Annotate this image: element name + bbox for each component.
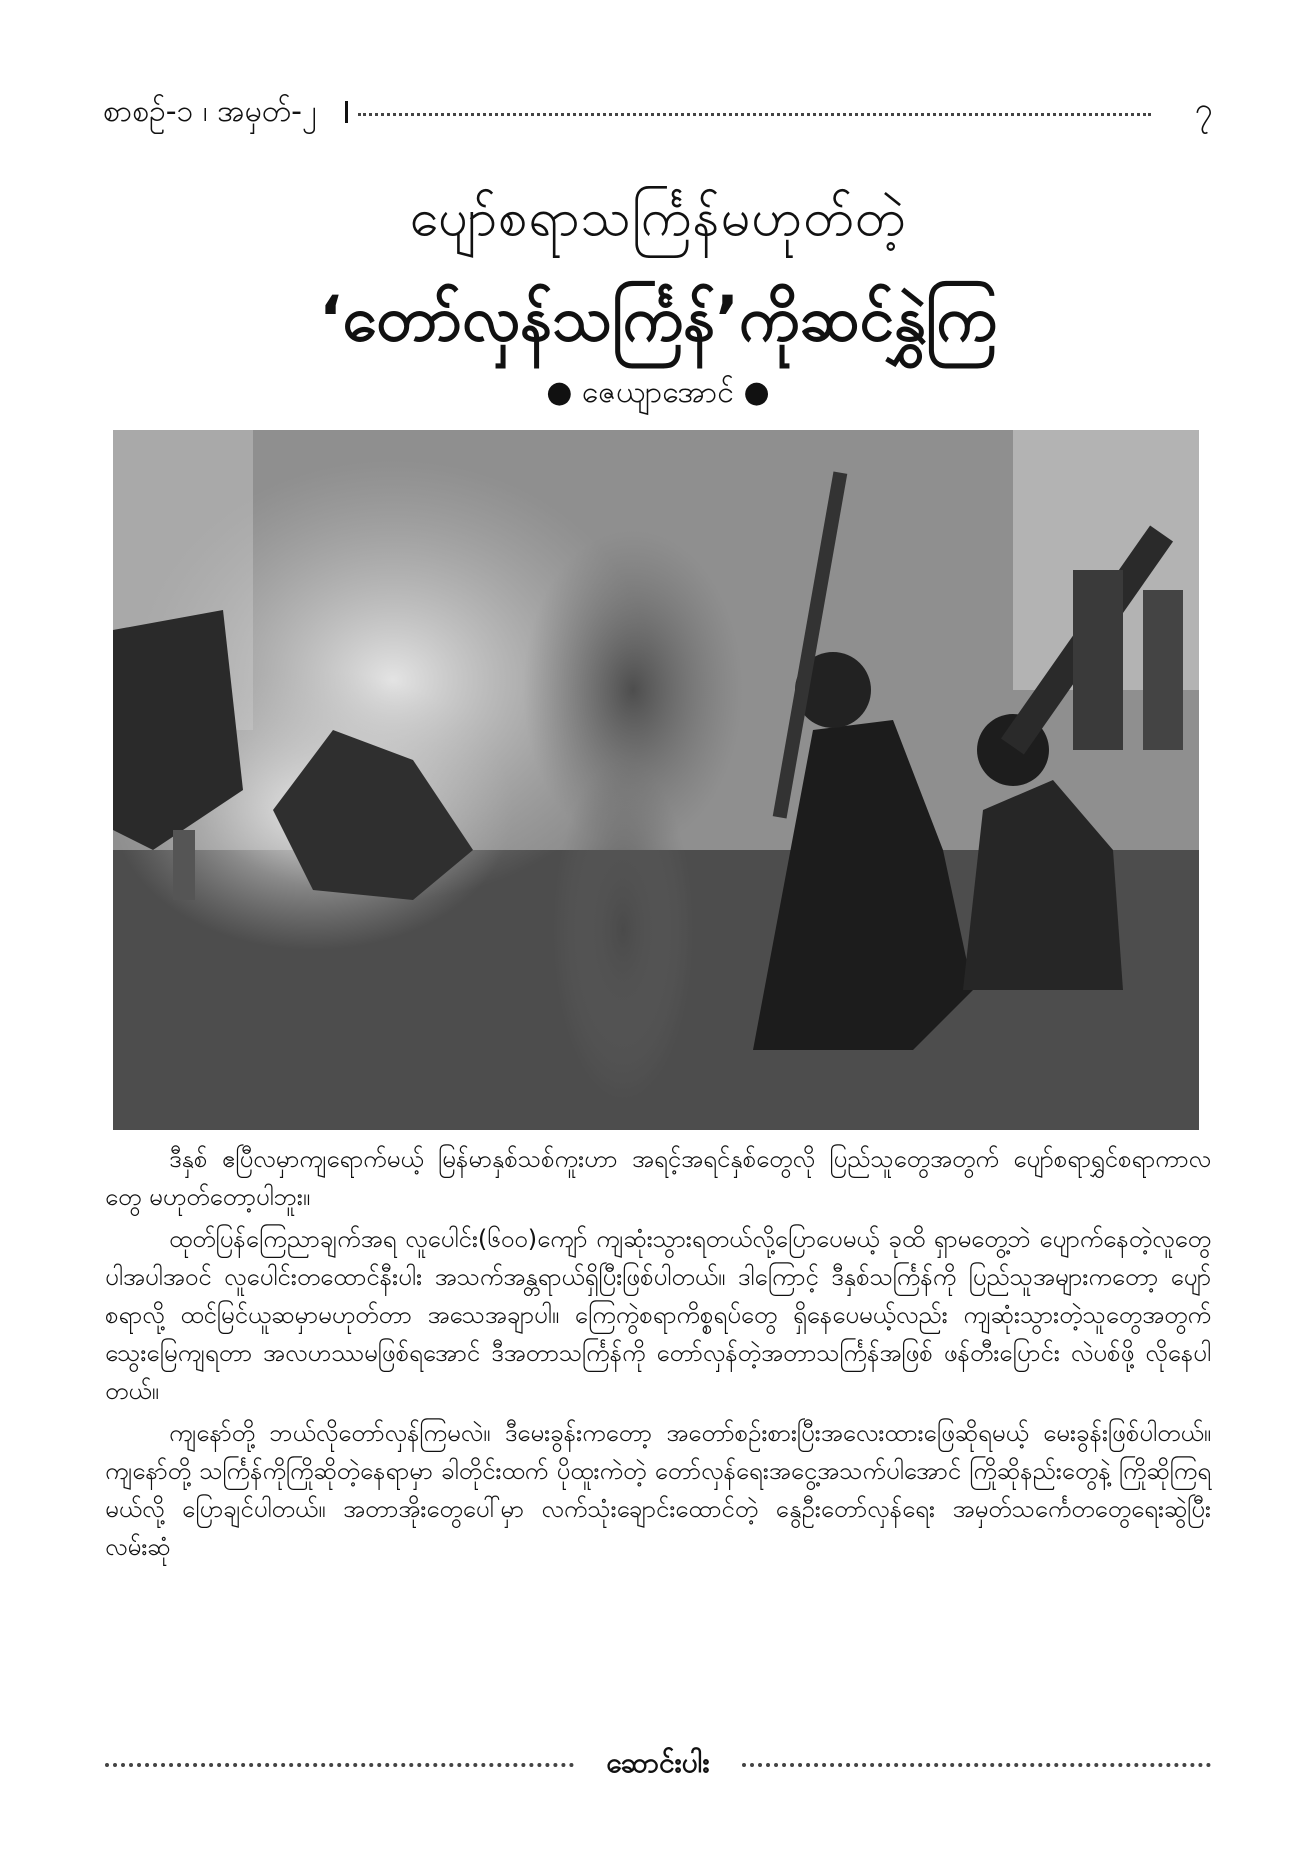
article-author: ● ဇေယျာအောင် ●	[546, 375, 770, 410]
article-body	[105, 1140, 1211, 1570]
page-number: ၇	[1195, 90, 1213, 128]
footer-dotted-rule-right	[742, 1763, 1211, 1767]
page-footer	[105, 1745, 1211, 1785]
header-dotted-rule	[358, 113, 1151, 116]
article-title-line1: ပျော်စရာသင်္ကြန်မဟုတ်တဲ့	[409, 188, 907, 248]
article-paragraph-1: ဒီနှစ် ဧပြီလမှာကျရောက်မယ့် မြန်မာနှစ်သစ်ကူးဟာ အရင့်အရင်နှစ်တွေလို ပြည်သူတွေအတွက် ပျော်စရာရွှင်စရာကာလတွေ မဟုတ်တော့ပါဘူး။	[105, 1145, 1211, 1211]
issue-label: စာစဉ်-၁ ၊ အမှတ်-၂	[103, 94, 317, 129]
header-divider	[345, 101, 348, 123]
protest-photo	[113, 430, 1199, 1130]
article-paragraph-2: ထုတ်ပြန်ကြေညာချက်အရ လူပေါင်း(၆၀၀)ကျော် ကျဆုံးသွားရတယ်လို့ပြောပေမယ့် ခုထိ ရှာမတွေ့ဘဲ ပျောက်နေတဲ့လူတွေပါအပါအဝင် လူပေါင်းတထောင်နီးပါး အသက်အန္တရာယ်ရှိပြီးဖြစ်ပါတယ်။ ဒါကြောင့် ဒီနှစ်သင်္ကြန်ကို ပြည်သူအများကတော့ ပျော်စရာလို့ ထင်မြင်ယူဆမှာမဟုတ်တာ အသေအချာပါ။ ကြေကွဲစရာကိစ္စရပ်တွေ ရှိနေပေမယ့်လည်း ကျဆုံးသွားတဲ့သူတွေအတွက် သွေးမြေကျရတာ အလဟဿမဖြစ်ရအောင် ဒီအတာသင်္ကြန်ကို တော်လှန်တဲ့အတာသင်္ကြန်အဖြစ် ဖန်တီးပြောင်း လဲပစ်ဖို့ လိုနေပါတယ်။	[105, 1225, 1211, 1405]
article-title-line2: ‘တော်လှန်သင်္ကြန်’ကိုဆင်နွှဲကြ	[318, 282, 998, 355]
protest-photo-illustration	[113, 430, 1199, 1130]
page-header	[103, 92, 1213, 132]
footer-dotted-rule-left	[105, 1763, 574, 1767]
continued-label: ဆောင်းပါး	[606, 1746, 710, 1779]
article-paragraph-3: ကျနော်တို့ ဘယ်လိုတော်လှန်ကြမလဲ။ ဒီမေးခွန်းကတော့ အတော်စဉ်းစားပြီးအလေးထားဖြေဆိုရမယ့် မေးခွန်းဖြစ်ပါတယ်။ ကျနော်တို့ သင်္ကြန်ကိုကြိုဆိုတဲ့နေရာမှာ ခါတိုင်းထက် ပိုထူးကဲတဲ့ တော်လှန်ရေးအငွေ့အသက်ပါအောင် ကြိုဆိုနည်းတွေနဲ့ ကြိုဆိုကြရမယ်လို့ ပြောချင်ပါတယ်။ အတာအိုးတွေပေါ်မှာ လက်သုံးချောင်းထောင်တဲ့ နွေဦးတော်လှန်ရေး အမှတ်သင်္ကေတတွေရေးဆွဲပြီး လမ်းဆုံ	[105, 1419, 1211, 1561]
